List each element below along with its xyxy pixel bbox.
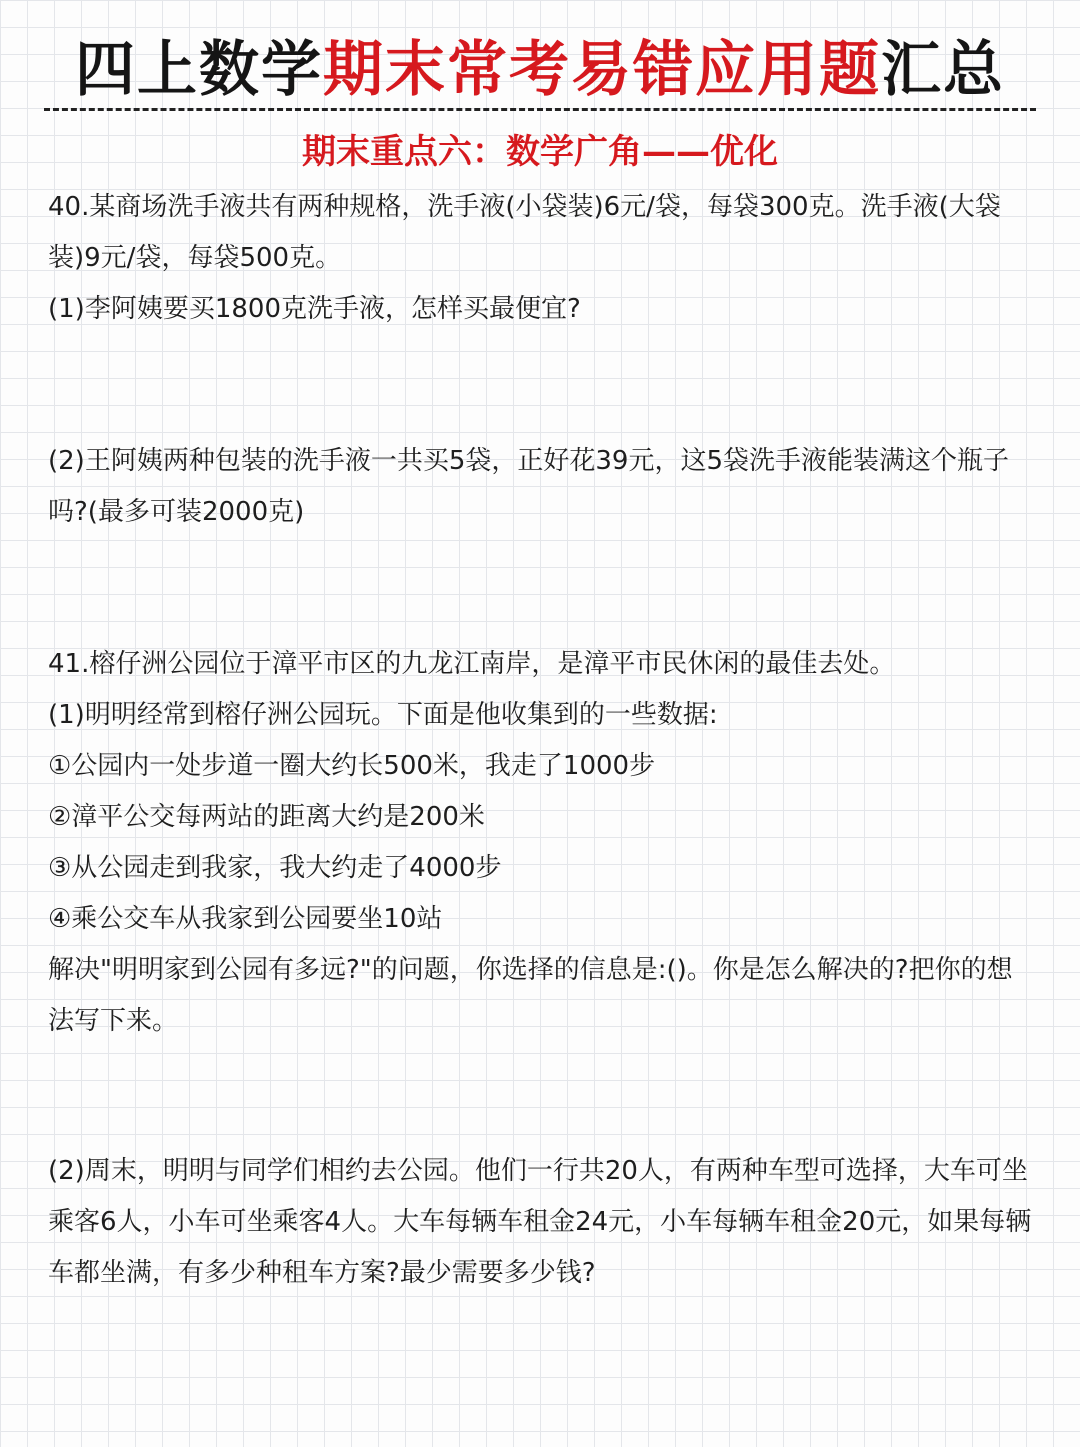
info-item-4: ④乘公交车从我家到公园要坐10站 (48, 904, 443, 934)
title-part-3: 汇总 (881, 35, 1005, 105)
question-40-part-2: (2)王阿姨两种包装的洗手液一共买5袋，正好花39元，这5袋洗手液能装满这个瓶子吗?(最多可装2000克) (48, 446, 1009, 527)
title-part-1: 四上数学 (75, 35, 323, 105)
question-41-part-2: (2)周末，明明与同学们相约去公园。他们一行共20人，有两种车型可选择，大车可坐乘客6人，小车可坐乘客4人。大车每辆车租金24元，小车每辆车租金20元，如果每辆车都坐满，有多少种租车方案?最少需要多少钱? (48, 1156, 1032, 1288)
page-title (0, 30, 1080, 110)
section-subtitle: 期末重点六：数学广角——优化 (302, 132, 778, 172)
info-item-2: ②漳平公交每两站的距离大约是200米 (48, 802, 485, 832)
question-41-part-1-intro: (1)明明经常到榕仔洲公园玩。下面是他收集到的一些数据: (48, 700, 718, 730)
question-40-part-1: (1)李阿姨要买1800克洗手液，怎样买最便宜? (48, 294, 581, 324)
question-41-stem: 41.榕仔洲公园位于漳平市区的九龙江南岸，是漳平市民休闲的最佳去处。 (48, 649, 896, 679)
question-41-block (48, 639, 1038, 1047)
title-part-2: 期末常考易错应用题 (323, 35, 881, 105)
info-item-1: ①公园内一处步道一圈大约长500米，我走了1000步 (48, 751, 656, 781)
dashed-divider (44, 108, 1036, 111)
info-item-3: ③从公园走到我家，我大约走了4000步 (48, 853, 502, 883)
question-41-part-1-question: 解决"明明家到公园有多远?"的问题，你选择的信息是:()。你是怎么解决的?把你的想法写下来。 (48, 955, 1013, 1036)
question-40-stem: 40.某商场洗手液共有两种规格，洗手液(小袋装)6元/袋，每袋300克。洗手液(大袋装)9元/袋，每袋500克。 (48, 192, 1001, 273)
